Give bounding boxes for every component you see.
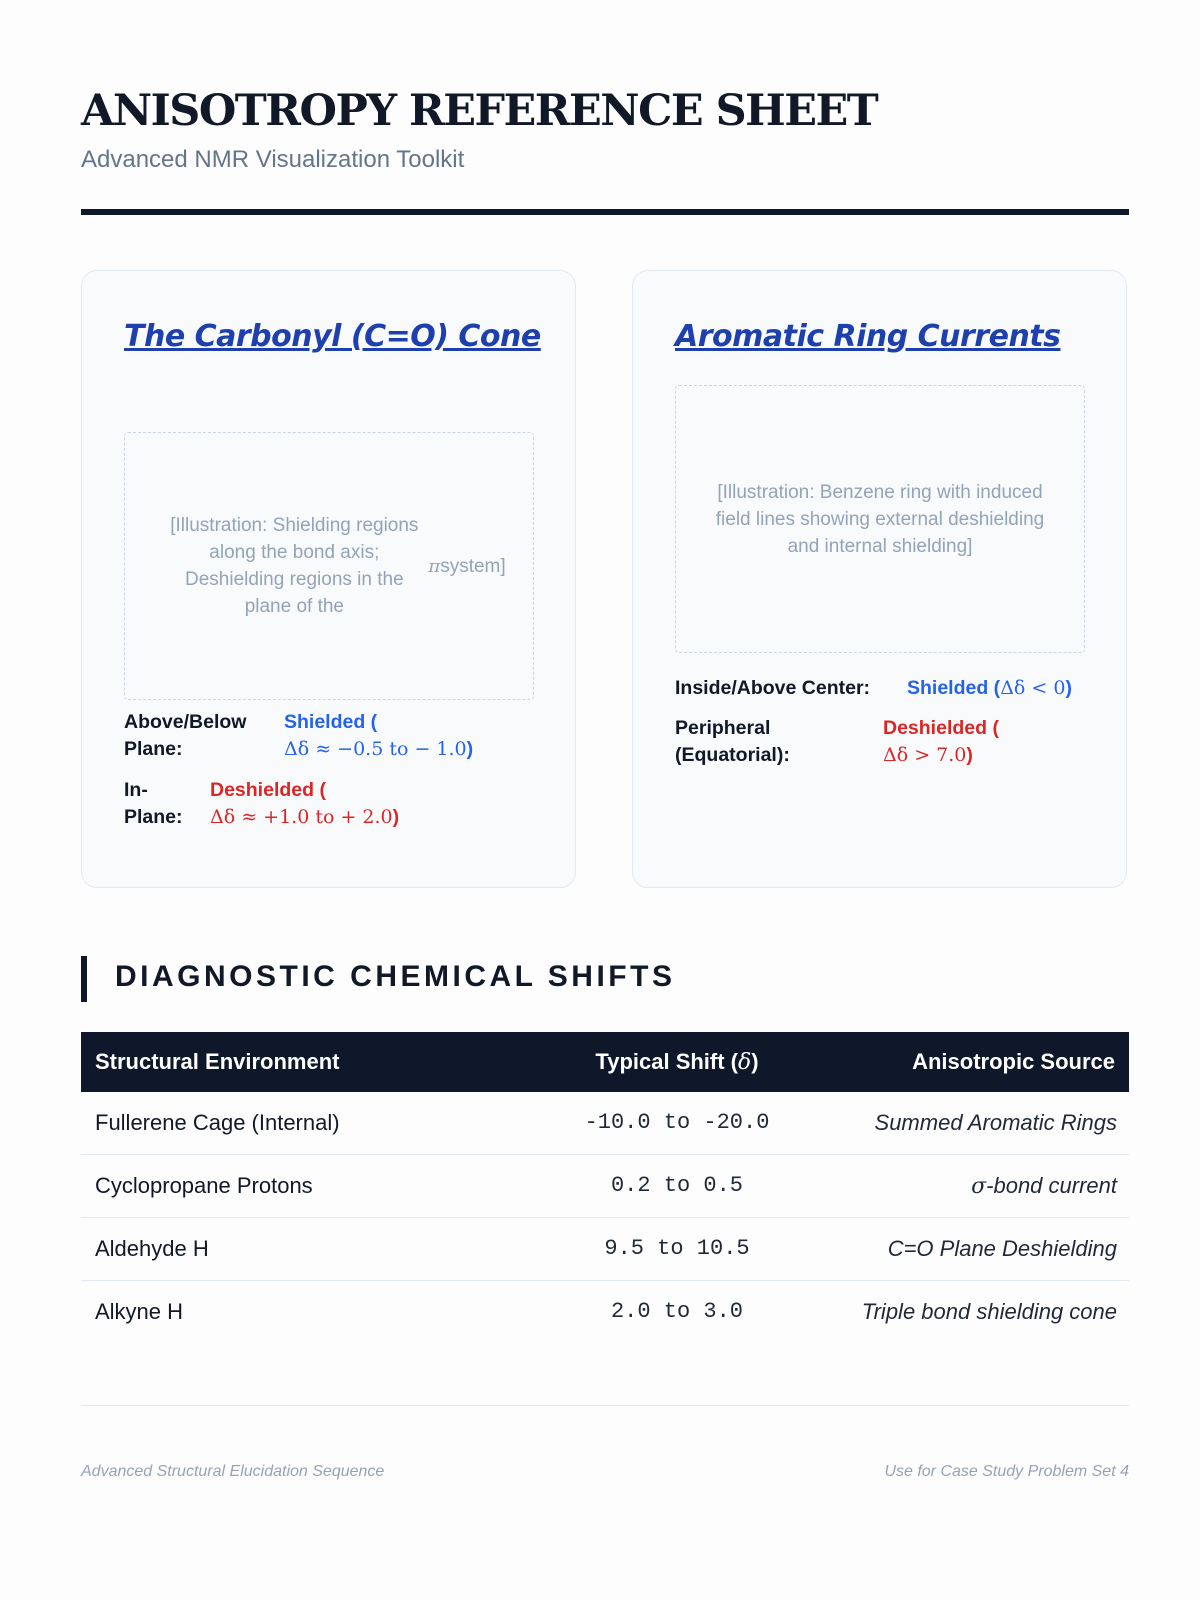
cell-shift: 9.5 to 10.5 xyxy=(604,1236,750,1261)
pi-symbol: π xyxy=(428,555,441,577)
footer-left-note: Advanced Structural Elucidation Sequence xyxy=(81,1463,385,1480)
cell-source: Triple bond shielding cone xyxy=(861,1299,1117,1324)
carbonyl-card xyxy=(81,270,576,888)
row-label: Inside/Above Center: xyxy=(675,677,871,699)
aromatic-card-title[interactable]: Aromatic Ring Currents xyxy=(675,319,1061,354)
carbonyl-row-in-plane xyxy=(124,777,544,833)
value-suffix: ) xyxy=(966,744,973,766)
cell-environment: Aldehyde H xyxy=(95,1236,209,1261)
value-math: Δδ < 0 xyxy=(1000,677,1066,699)
cell-shift: -10.0 to -20.0 xyxy=(584,1110,770,1135)
aromatic-card xyxy=(632,270,1127,888)
carbonyl-illustration-placeholder xyxy=(124,432,534,700)
value-prefix: Shielded ( xyxy=(907,677,1001,699)
footer-right-note: Use for Case Study Problem Set 4 xyxy=(884,1463,1129,1480)
aromatic-row-peripheral xyxy=(675,715,1095,771)
aromatic-row-inside xyxy=(675,675,1095,703)
row-value-deshielded xyxy=(210,777,540,831)
shift-header-suffix: ) xyxy=(751,1049,759,1074)
carbonyl-illustration-text: [Illustration: Shielding regions along the bond axis; Deshielding regions in the plane of the xyxy=(170,515,419,617)
section-title: DIAGNOSTIC CHEMICAL SHIFTS xyxy=(115,960,676,993)
value-suffix: ) xyxy=(392,806,400,828)
table-header xyxy=(81,1032,1129,1092)
cell-environment: Cyclopropane Protons xyxy=(95,1173,313,1198)
carbonyl-row-above-below xyxy=(124,709,544,765)
column-header-shift[interactable] xyxy=(481,1032,873,1093)
table-row xyxy=(81,1155,1129,1218)
column-header-source[interactable]: Anisotropic Source xyxy=(912,1049,1115,1074)
cell-environment: Fullerene Cage (Internal) xyxy=(95,1110,340,1135)
footer-divider xyxy=(81,1405,1129,1406)
table-row xyxy=(81,1281,1129,1343)
row-label: Above/Below Plane: xyxy=(124,711,247,760)
carbonyl-illustration-pi xyxy=(428,553,505,580)
cell-environment: Alkyne H xyxy=(95,1299,184,1324)
value-prefix: Deshielded ( xyxy=(883,717,999,739)
section-heading xyxy=(81,956,1129,1002)
row-label: Peripheral (Equatorial): xyxy=(675,717,790,766)
cell-shift: 2.0 to 3.0 xyxy=(610,1299,744,1324)
row-value-shielded xyxy=(284,709,544,763)
value-math: Δδ > 7.0 xyxy=(883,744,967,766)
section-accent-bar xyxy=(81,956,87,1002)
carbonyl-illustration-tail: system] xyxy=(440,555,506,577)
row-value-shielded xyxy=(907,675,1072,702)
cell-shift: 0.2 to 0.5 xyxy=(610,1173,744,1198)
cell-source xyxy=(971,1155,1117,1218)
column-header-environment[interactable]: Structural Environment xyxy=(95,1049,340,1074)
sigma-symbol: σ xyxy=(971,1174,987,1199)
cell-source: Summed Aromatic Rings xyxy=(874,1110,1117,1135)
value-math: Δδ ≈ +1.0 to + 2.0 xyxy=(210,806,393,828)
table-row xyxy=(81,1218,1129,1281)
shift-header-prefix: Typical Shift ( xyxy=(595,1049,739,1074)
value-suffix: ) xyxy=(1065,677,1072,699)
cell-source-text: -bond current xyxy=(986,1173,1117,1198)
table-row xyxy=(81,1092,1129,1155)
row-label: In-Plane: xyxy=(124,779,183,828)
chemical-shifts-table xyxy=(81,1032,1129,1343)
value-math: Δδ ≈ −0.5 to − 1.0 xyxy=(284,738,467,760)
header-divider xyxy=(81,209,1129,215)
aromatic-illustration-text: [Illustration: Benzene ring with induced field lines showing external deshielding and internal shielding] xyxy=(715,481,1045,557)
aromatic-illustration-placeholder xyxy=(675,385,1085,653)
carbonyl-card-title[interactable]: The Carbonyl (C=O) Cone xyxy=(124,319,541,354)
row-value-deshielded xyxy=(883,715,1083,769)
page-subtitle: Advanced NMR Visualization Toolkit xyxy=(81,146,465,173)
page-title: ANISOTROPY REFERENCE SHEET xyxy=(81,86,878,136)
value-prefix: Shielded ( xyxy=(284,711,378,733)
value-suffix: ) xyxy=(466,738,474,760)
cell-source: C=O Plane Deshielding xyxy=(887,1236,1117,1261)
delta-symbol: δ xyxy=(738,1050,752,1075)
value-prefix: Deshielded ( xyxy=(210,779,326,801)
